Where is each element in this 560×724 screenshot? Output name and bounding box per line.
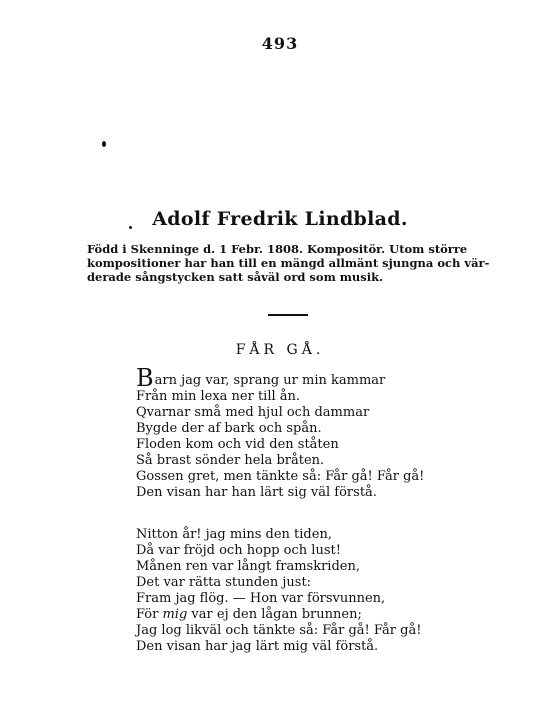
emphasized-word: mig	[162, 607, 188, 622]
poem-line: Det var rätta stunden just:	[136, 575, 312, 590]
poem-stanza-2	[136, 527, 456, 655]
bio-line: kompositioner har han till en mängd allmänt sjungna och vär-	[87, 256, 490, 270]
poem-line: Fram jag flög. — Hon var försvunnen,	[136, 591, 386, 606]
poem-line: Floden kom och vid den ståten	[136, 437, 339, 452]
poem-line: Så brast sönder hela bråten.	[136, 453, 325, 468]
bio-line: Född i Skenninge d. 1 Febr. 1808. Kompositör. Utom större	[87, 242, 468, 256]
ink-speck	[102, 141, 106, 147]
poem-stanza-1	[136, 364, 456, 501]
bio-line: derade sångstycken satt såväl ord som musik.	[87, 270, 384, 284]
poem-line: Gossen gret, men tänkte så: Får gå! Får gå!	[136, 469, 425, 484]
poem-line-text: För	[136, 607, 163, 622]
poem-line: Från min lexa ner till ån.	[136, 389, 301, 404]
poem-line: Då var fröjd och hopp och lust!	[136, 543, 341, 558]
poem-line: Månen ren var långt framskriden,	[136, 559, 360, 574]
drop-cap: B	[136, 364, 154, 392]
author-bio	[87, 242, 490, 284]
poem-line	[136, 364, 456, 392]
author-heading: Adolf Fredrik Lindblad.	[152, 208, 408, 230]
poem-line: Den visan har jag lärt mig väl förstå.	[136, 639, 379, 654]
poem-line: Nitton år! jag mins den tiden,	[136, 527, 332, 542]
poem-line	[136, 607, 456, 623]
section-divider	[268, 314, 308, 316]
poem-line-text: var ej den lågan brunnen;	[187, 607, 362, 622]
poem-line: Bygde der af bark och spån.	[136, 421, 322, 436]
poem-title: FÅR GÅ.	[235, 342, 325, 358]
poem-line: Qvarnar små med hjul och dammar	[136, 405, 370, 420]
poem-line: Den visan har han lärt sig väl förstå.	[136, 485, 377, 500]
poem-line-text: arn jag var, sprang ur min kammar	[154, 373, 386, 388]
poem-line: Jag log likväl och tänkte så: Får gå! Får gå!	[136, 623, 422, 638]
page-number: 493	[261, 34, 299, 53]
